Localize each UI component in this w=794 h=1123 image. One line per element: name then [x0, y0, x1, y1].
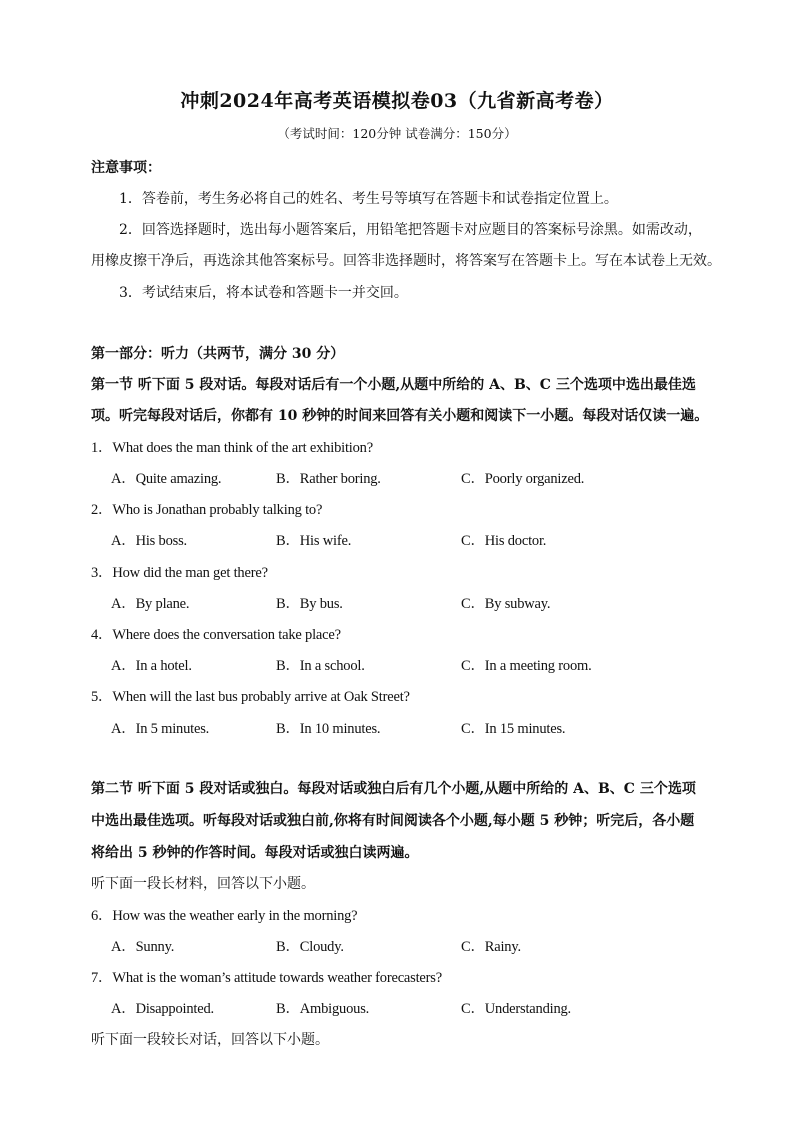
question-1-option-b: B．Rather boring. — [276, 471, 381, 487]
question-7-option-a: A．Disappointed. — [111, 1001, 214, 1017]
question-1-option-c: C．Poorly organized. — [461, 471, 585, 487]
notice-item-1: 1．答卷前，考生务必将自己的姓名、考生号等填写在答题卡和试卷指定位置上。 — [119, 191, 618, 207]
question-4-option-b: B．In a school. — [276, 658, 365, 674]
part1-heading: 第一部分：听力（共两节，满分 30 分） — [91, 346, 345, 362]
question-5: 5．When will the last bus probably arrive at Oak Street? — [91, 689, 410, 705]
section2-instructions-line-3: 将给出 5 秒钟的作答时间。每段对话或独白读两遍。 — [91, 845, 419, 861]
question-4-option-a: A．In a hotel. — [111, 658, 192, 674]
question-1: 1．What does the man think of the art exhibition? — [91, 440, 373, 456]
question-7-option-b: B．Ambiguous. — [276, 1001, 370, 1017]
question-7-option-c: C．Understanding. — [461, 1001, 571, 1017]
question-3: 3．How did the man get there? — [91, 565, 268, 581]
question-6-option-c: C．Rainy. — [461, 939, 521, 955]
exam-info: （考试时间：120分钟 试卷满分：150分） — [277, 126, 517, 141]
material-instruction-1: 听下面一段长材料，回答以下小题。 — [91, 876, 315, 892]
question-3-option-a: A．By plane. — [111, 596, 190, 612]
question-5-option-b: B．In 10 minutes. — [276, 721, 381, 737]
question-5-option-c: C．In 15 minutes. — [461, 721, 566, 737]
material-instruction-2: 听下面一段较长对话，回答以下小题。 — [91, 1032, 329, 1048]
notice-heading: 注意事项： — [91, 160, 161, 176]
question-3-option-c: C．By subway. — [461, 596, 551, 612]
question-6-option-b: B．Cloudy. — [276, 939, 344, 955]
question-2-option-a: A．His boss. — [111, 533, 187, 549]
section1-instructions-line-1: 第一节 听下面 5 段对话。每段对话后有一个小题,从题中所给的 A、B、C 三个选项中选出最佳选 — [91, 377, 696, 393]
question-5-option-a: A．In 5 minutes. — [111, 721, 210, 737]
question-1-option-a: A．Quite amazing. — [111, 471, 222, 487]
section2-instructions-line-2: 中选出最佳选项。听每段对话或独白前,你将有时间阅读各个小题,每小题 5 秒钟；听完后，各小题 — [91, 813, 695, 829]
question-4-option-c: C．In a meeting room. — [461, 658, 592, 674]
question-4: 4．Where does the conversation take place? — [91, 627, 341, 643]
page-title: 冲刺2024年高考英语模拟卷03（九省新高考卷） — [180, 90, 614, 112]
question-6-option-a: A．Sunny. — [111, 939, 175, 955]
notice-item-2-line-2: 用橡皮擦干净后，再选涂其他答案标号。回答非选择题时，将答案写在答题卡上。写在本试卷上无效。 — [91, 253, 721, 269]
question-7: 7．What is the woman’s attitude towards weather forecasters? — [91, 970, 442, 986]
notice-item-3: 3．考试结束后，将本试卷和答题卡一并交回。 — [119, 285, 408, 301]
question-3-option-b: B．By bus. — [276, 596, 343, 612]
section1-instructions-line-2: 项。听完每段对话后，你都有 10 秒钟的时间来回答有关小题和阅读下一小题。每段对话仅读一遍。 — [91, 408, 709, 424]
question-2: 2．Who is Jonathan probably talking to? — [91, 502, 323, 518]
notice-item-2-line-1: 2．回答选择题时，选出每小题答案后，用铅笔把答题卡对应题目的答案标号涂黑。如需改动， — [119, 222, 702, 238]
section2-instructions-line-1: 第二节 听下面 5 段对话或独白。每段对话或独白后有几个小题,从题中所给的 A、B、C 三个选项 — [91, 781, 696, 797]
question-2-option-c: C．His doctor. — [461, 533, 547, 549]
question-6: 6．How was the weather early in the morning? — [91, 908, 358, 924]
question-2-option-b: B．His wife. — [276, 533, 352, 549]
